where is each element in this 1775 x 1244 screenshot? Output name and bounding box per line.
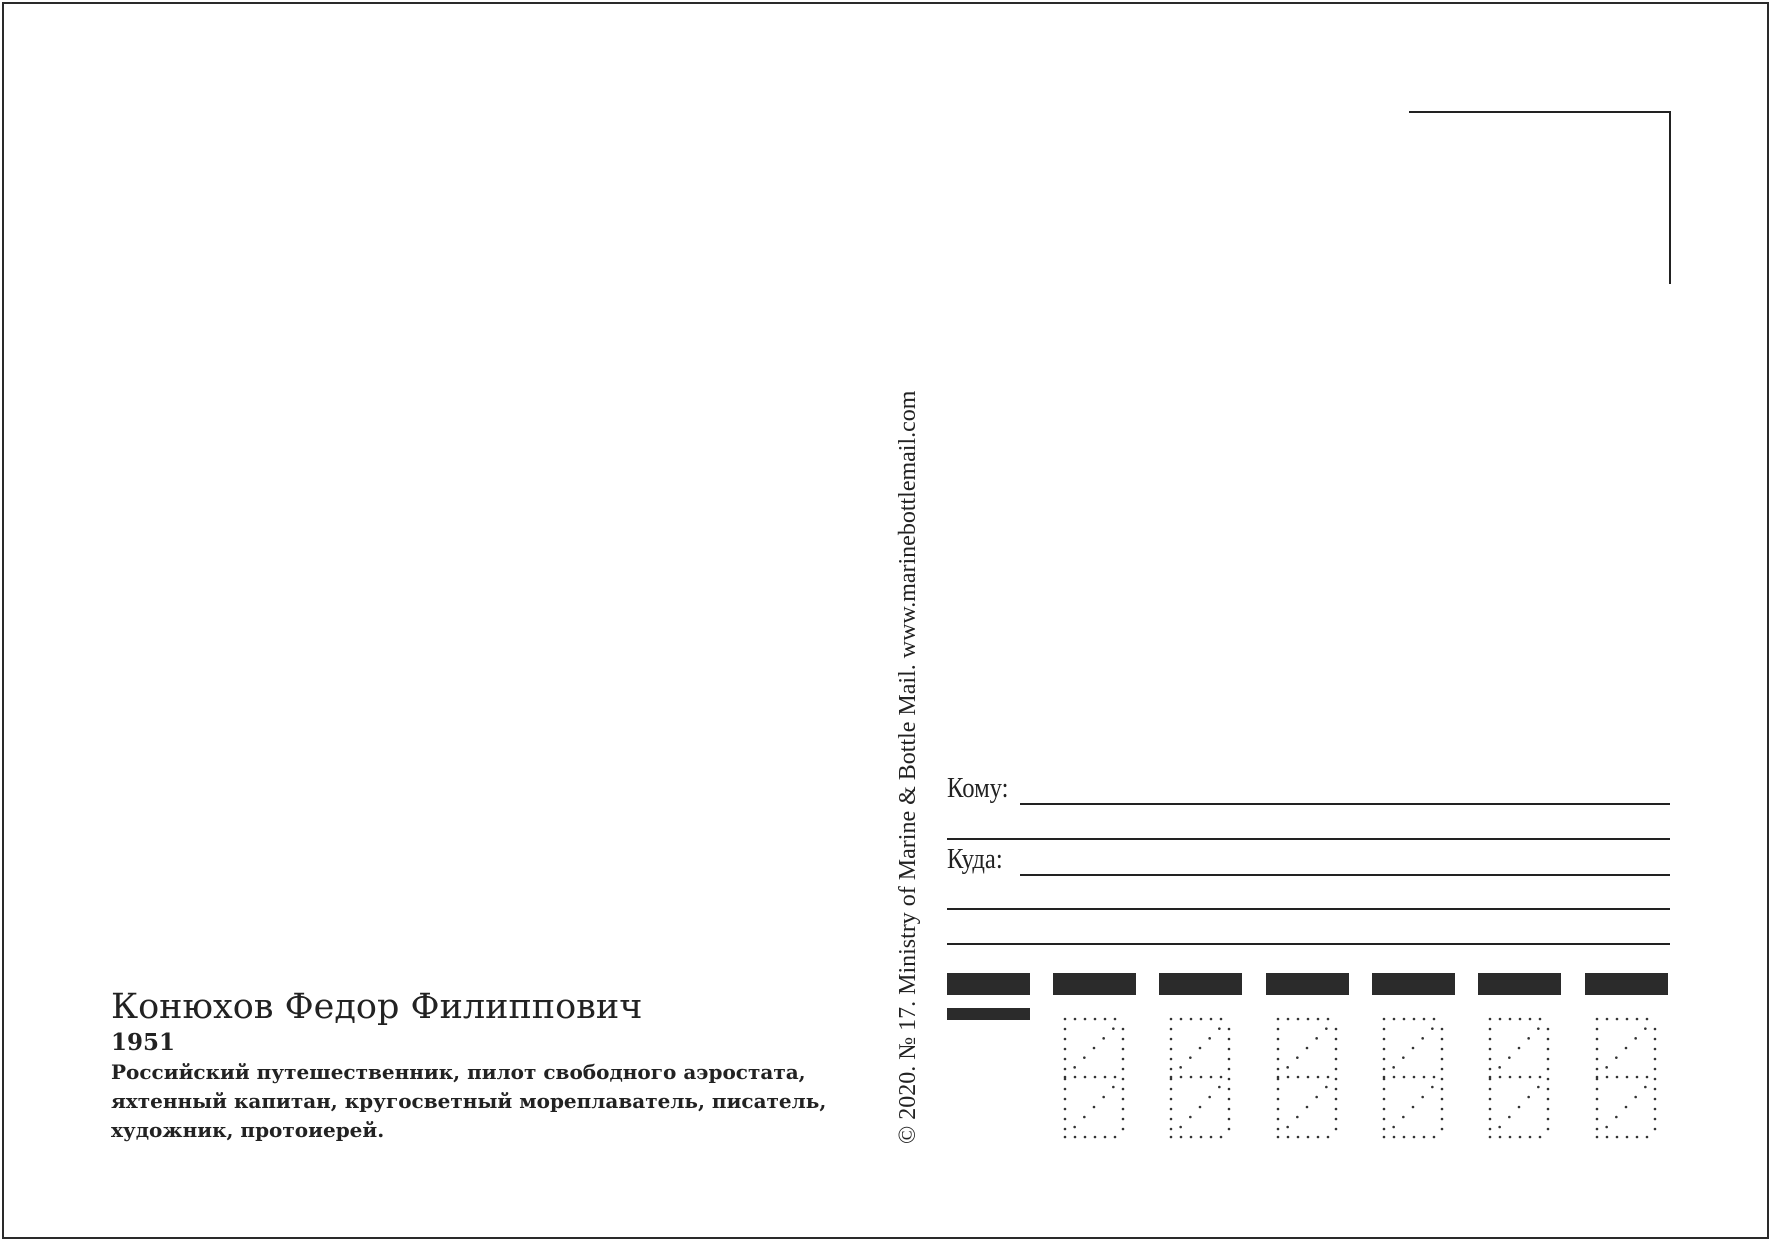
postal-digit-box[interactable] [1595, 1017, 1659, 1139]
person-info [111, 986, 891, 1145]
description-line: Российский путешественник, пилот свободного аэростата, [111, 1060, 806, 1084]
postal-digit-box[interactable] [1063, 1017, 1127, 1139]
index-bar [1478, 973, 1561, 995]
where-line-2[interactable] [947, 908, 1670, 910]
postcard-back [2, 2, 1769, 1239]
person-name: Конюхов Федор Филиппович [111, 987, 643, 1027]
postal-digit-box[interactable] [1488, 1017, 1552, 1139]
stamp-placement-corner [1409, 111, 1671, 284]
to-line[interactable] [1020, 803, 1670, 805]
index-bar [1159, 973, 1242, 995]
description-line: художник, протоиерей. [111, 1118, 385, 1142]
where-line[interactable] [1020, 874, 1670, 876]
postal-digit-box[interactable] [1276, 1017, 1340, 1139]
index-sample-underbar [947, 1008, 1030, 1020]
to-line-2[interactable] [947, 838, 1670, 840]
index-bar [1585, 973, 1668, 995]
index-bar [1266, 973, 1349, 995]
person-birth-year: 1951 [111, 1029, 176, 1056]
copyright-vertical-text: © 2020. № 17. Ministry of Marine & Bottle Mail. www.marinebottlemail.com [895, 390, 921, 1144]
to-label: Кому: [947, 772, 1009, 804]
index-sample-bar [947, 973, 1030, 995]
where-line-3[interactable] [947, 943, 1670, 945]
index-bar [1372, 973, 1455, 995]
postal-digit-box[interactable] [1382, 1017, 1446, 1139]
person-description [111, 1058, 891, 1145]
description-line: яхтенный капитан, кругосветный мореплаватель, писатель, [111, 1089, 827, 1113]
postal-digit-box[interactable] [1169, 1017, 1233, 1139]
where-label: Куда: [947, 843, 1003, 875]
index-bar [1053, 973, 1136, 995]
